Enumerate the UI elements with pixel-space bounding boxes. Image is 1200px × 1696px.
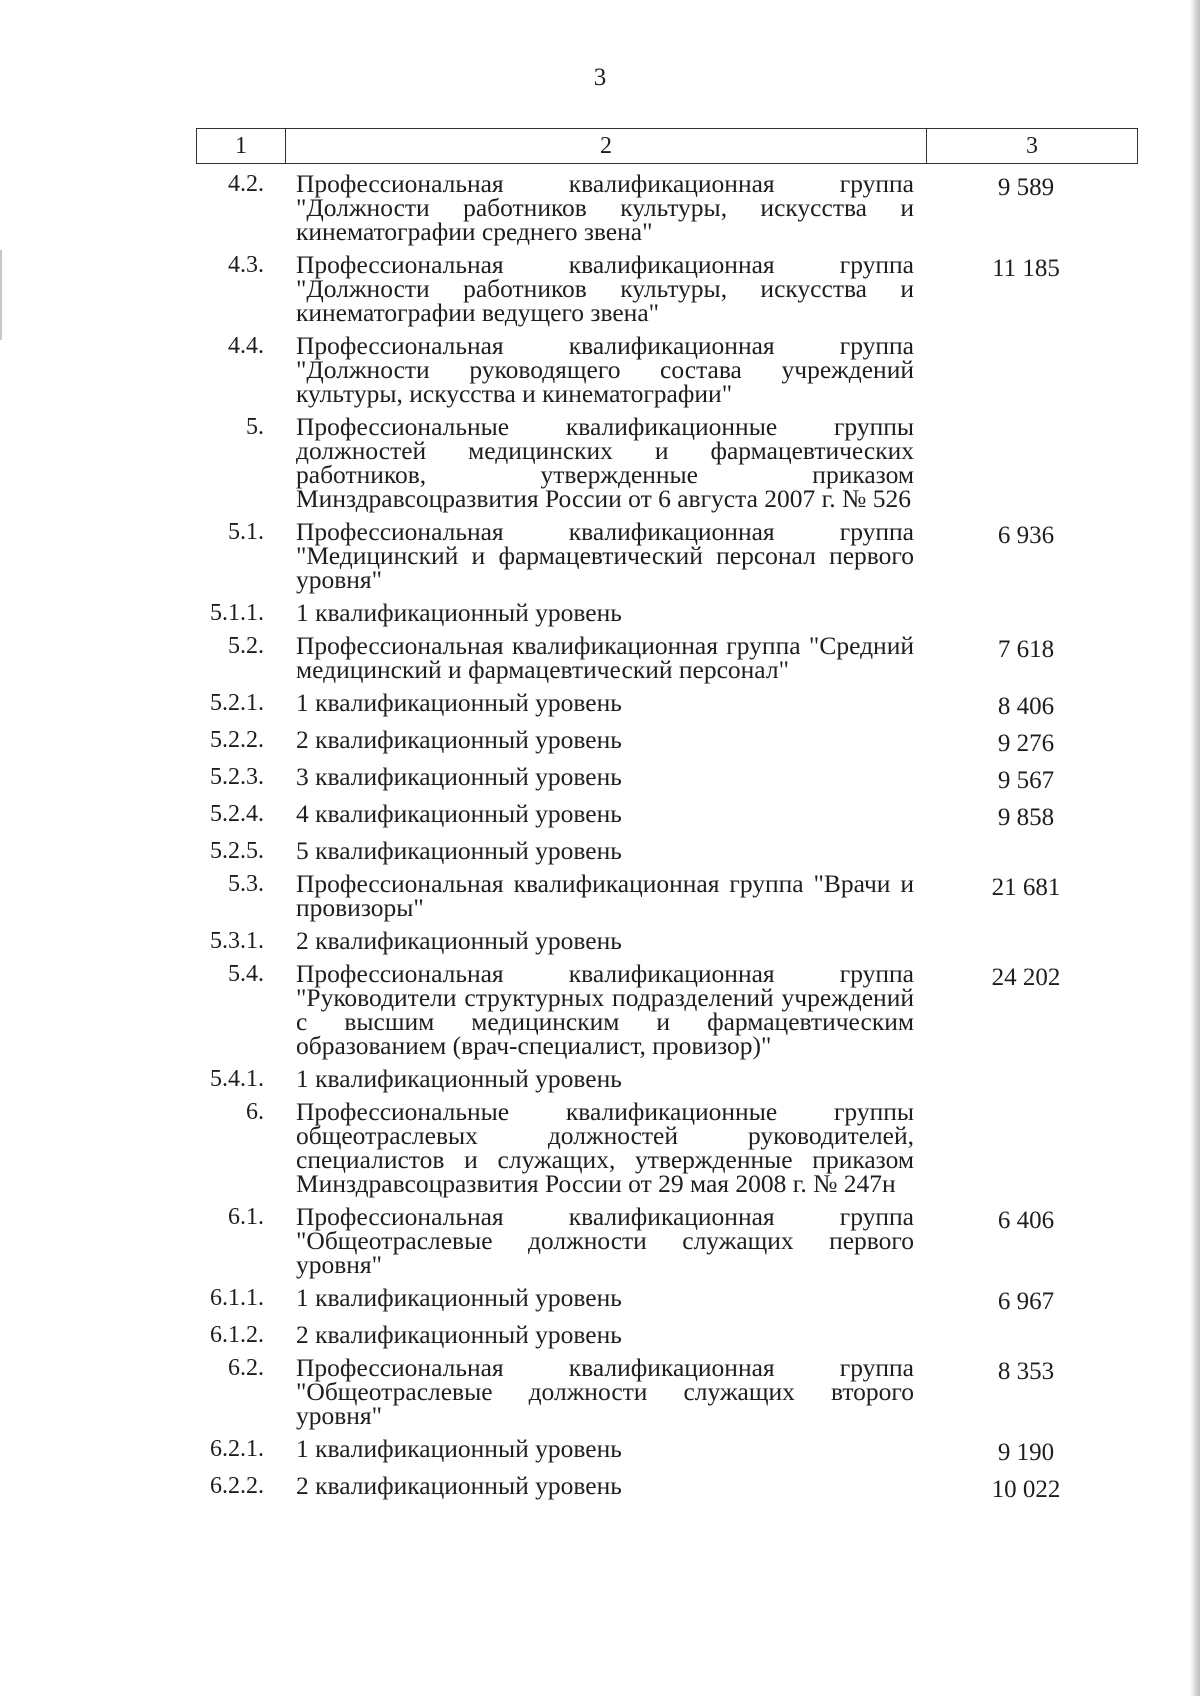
row-text: 3 квалификационный уровень xyxy=(296,762,622,791)
row-number: 6.2.1. xyxy=(210,1436,264,1462)
row-value xyxy=(914,1067,1138,1091)
table-row xyxy=(196,762,1138,794)
row-number: 5.1.1. xyxy=(210,600,264,626)
row-value xyxy=(914,839,1138,863)
row-number: 5.2.5. xyxy=(210,838,264,864)
table-row xyxy=(196,1064,1138,1093)
row-number: 5.1. xyxy=(228,519,264,545)
table-row xyxy=(196,1320,1138,1349)
table-row xyxy=(196,1471,1138,1503)
table-row xyxy=(196,598,1138,627)
row-number: 5.3.1. xyxy=(210,928,264,954)
row-value: 9 589 xyxy=(997,174,1055,201)
row-number: 4.2. xyxy=(228,171,264,197)
row-number: 6. xyxy=(246,1099,264,1125)
row-value xyxy=(914,1100,1138,1196)
table-row xyxy=(196,725,1138,757)
page-number: 3 xyxy=(593,64,607,91)
row-number: 4.4. xyxy=(228,333,264,359)
row-value: 7 618 xyxy=(997,636,1055,663)
table-header-col-2: 2 xyxy=(286,129,927,163)
row-text: Профессиональная квалификационная группа "Должности руководящего состава учреждений культуры, искусства и кинематографии" xyxy=(296,331,914,408)
table-row xyxy=(196,1434,1138,1466)
row-value xyxy=(914,601,1138,625)
row-text: 4 квалификационный уровень xyxy=(296,799,622,828)
row-number: 6.1. xyxy=(228,1204,264,1230)
row-text: Профессиональная квалификационная группа "Средний медицинский и фармацевтический персонал" xyxy=(296,631,914,684)
row-number: 5.4.1. xyxy=(210,1066,264,1092)
row-value: 11 185 xyxy=(992,255,1060,282)
row-value: 9 190 xyxy=(997,1439,1055,1466)
row-value xyxy=(914,929,1138,953)
table-body xyxy=(196,169,1138,1511)
row-text: Профессиональная квалификационная группа "Должности работников культуры, искусства и кинематографии среднего звена" xyxy=(296,169,914,246)
table-header-col-3: 3 xyxy=(1026,132,1038,159)
table-row xyxy=(196,799,1138,831)
row-text: Профессиональная квалификационная группа "Общеотраслевые должности служащих второго уровня" xyxy=(296,1353,914,1430)
row-value xyxy=(914,1323,1138,1347)
row-value: 8 406 xyxy=(997,693,1055,720)
row-value: 24 202 xyxy=(991,964,1061,991)
row-number: 5. xyxy=(246,414,264,440)
row-number: 6.2. xyxy=(228,1355,264,1381)
row-text: 1 квалификационный уровень xyxy=(296,1283,622,1312)
row-number: 5.2.1. xyxy=(210,690,264,716)
row-value: 8 353 xyxy=(997,1358,1055,1385)
table-header-col-1: 1 xyxy=(197,129,286,163)
scan-margin-mark xyxy=(0,250,2,340)
table-row xyxy=(196,250,1138,327)
row-text: Профессиональная квалификационная группа "Медицинский и фармацевтический персонал первого уровня" xyxy=(296,517,914,594)
row-text: 2 квалификационный уровень xyxy=(296,1471,622,1500)
table-row xyxy=(196,926,1138,955)
row-text: Профессиональная квалификационная группа "Руководители структурных подразделений учреждений с высшим медицинским и фармацевтическим образованием (врач-специалист, провизор)" xyxy=(296,959,914,1060)
table-row xyxy=(196,959,1138,1060)
row-number: 5.2.4. xyxy=(210,801,264,827)
row-value: 10 022 xyxy=(991,1476,1061,1503)
row-text: Профессиональная квалификационная группа "Должности работников культуры, искусства и кинематографии ведущего звена" xyxy=(296,250,914,327)
row-value: 6 936 xyxy=(997,522,1055,549)
table-row xyxy=(196,869,1138,922)
row-value: 9 276 xyxy=(997,730,1055,757)
row-number: 6.1.2. xyxy=(210,1322,264,1348)
table-row xyxy=(196,169,1138,246)
row-value: 9 567 xyxy=(997,767,1055,794)
row-value: 6 967 xyxy=(997,1288,1055,1315)
row-text: 1 квалификационный уровень xyxy=(296,598,622,627)
row-text: 1 квалификационный уровень xyxy=(296,1064,622,1093)
table-row xyxy=(196,836,1138,865)
table-row xyxy=(196,412,1138,513)
table-row xyxy=(196,1283,1138,1315)
table-row xyxy=(196,517,1138,594)
row-text: Профессиональные квалификационные группы общеотраслевых должностей руководителей, специалистов и служащих, утвержденные приказом Минздравсоцразвития России от 29 мая 2008 г. № 247н xyxy=(296,1097,914,1198)
table-row xyxy=(196,1097,1138,1198)
row-text: 1 квалификационный уровень xyxy=(296,688,622,717)
row-number: 6.1.1. xyxy=(210,1285,264,1311)
row-text: 2 квалификационный уровень xyxy=(296,725,622,754)
row-value: 9 858 xyxy=(997,804,1055,831)
table-row xyxy=(196,1202,1138,1279)
row-number: 5.2.2. xyxy=(210,727,264,753)
table-row xyxy=(196,1353,1138,1430)
row-value xyxy=(914,334,1138,406)
row-value xyxy=(914,415,1138,511)
row-text: 1 квалификационный уровень xyxy=(296,1434,622,1463)
row-number: 4.3. xyxy=(228,252,264,278)
row-number: 5.2.3. xyxy=(210,764,264,790)
row-number: 5.4. xyxy=(228,961,264,987)
row-text: 5 квалификационный уровень xyxy=(296,836,622,865)
row-number: 5.3. xyxy=(228,871,264,897)
row-text: Профессиональные квалификационные группы должностей медицинских и фармацевтических работников, утвержденные приказом Минздравсоцразвития России от 6 августа 2007 г. № 526 xyxy=(296,412,914,513)
row-text: Профессиональная квалификационная группа "Общеотраслевые должности служащих первого уровня" xyxy=(296,1202,914,1279)
page-edge-shadow xyxy=(1190,0,1200,1696)
row-text: Профессиональная квалификационная группа "Врачи и провизоры" xyxy=(296,869,914,922)
table-header-row xyxy=(196,128,1138,164)
row-value: 6 406 xyxy=(997,1207,1055,1234)
row-number: 5.2. xyxy=(228,633,264,659)
table-row xyxy=(196,631,1138,684)
row-text: 2 квалификационный уровень xyxy=(296,1320,622,1349)
table-row xyxy=(196,688,1138,720)
table-row xyxy=(196,331,1138,408)
row-text: 2 квалификационный уровень xyxy=(296,926,622,955)
row-number: 6.2.2. xyxy=(210,1473,264,1499)
row-value: 21 681 xyxy=(991,874,1061,901)
